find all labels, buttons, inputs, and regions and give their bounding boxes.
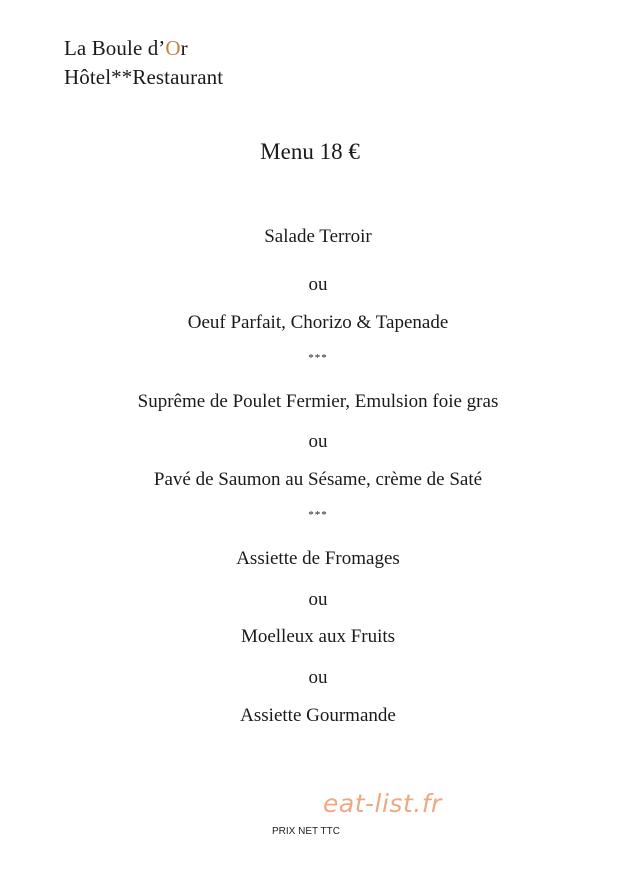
menu-separator: *** [308,509,328,521]
menu-item: Suprême de Poulet Fermier, Emulsion foie gras [137,391,499,412]
menu-title: Menu 18 € [260,139,360,164]
menu-or: ou [308,431,328,452]
menu-item: Pavé de Saumon au Sésame, crème de Saté [153,469,483,490]
restaurant-subtitle: Hôtel**Restaurant [64,65,224,89]
restaurant-name-part2: r [180,36,188,60]
menu-or: ou [308,274,328,295]
restaurant-header [64,34,223,92]
menu-or: ou [308,589,328,610]
menu-separator: *** [308,352,328,364]
menu-item: Assiette de Fromages [236,548,400,569]
menu-item: Assiette Gourmande [240,705,396,726]
watermark: eat-list.fr [323,789,442,818]
price-note: PRIX NET TTC [272,826,340,837]
restaurant-name [64,34,223,63]
menu-item: Salade Terroir [264,226,372,247]
restaurant-name-accent: O [165,36,181,60]
restaurant-name-part1: La Boule d’ [64,36,166,60]
menu-item: Moelleux aux Fruits [240,626,396,647]
menu-or: ou [308,667,328,688]
menu-item: Oeuf Parfait, Chorizo & Tapenade [187,312,449,333]
